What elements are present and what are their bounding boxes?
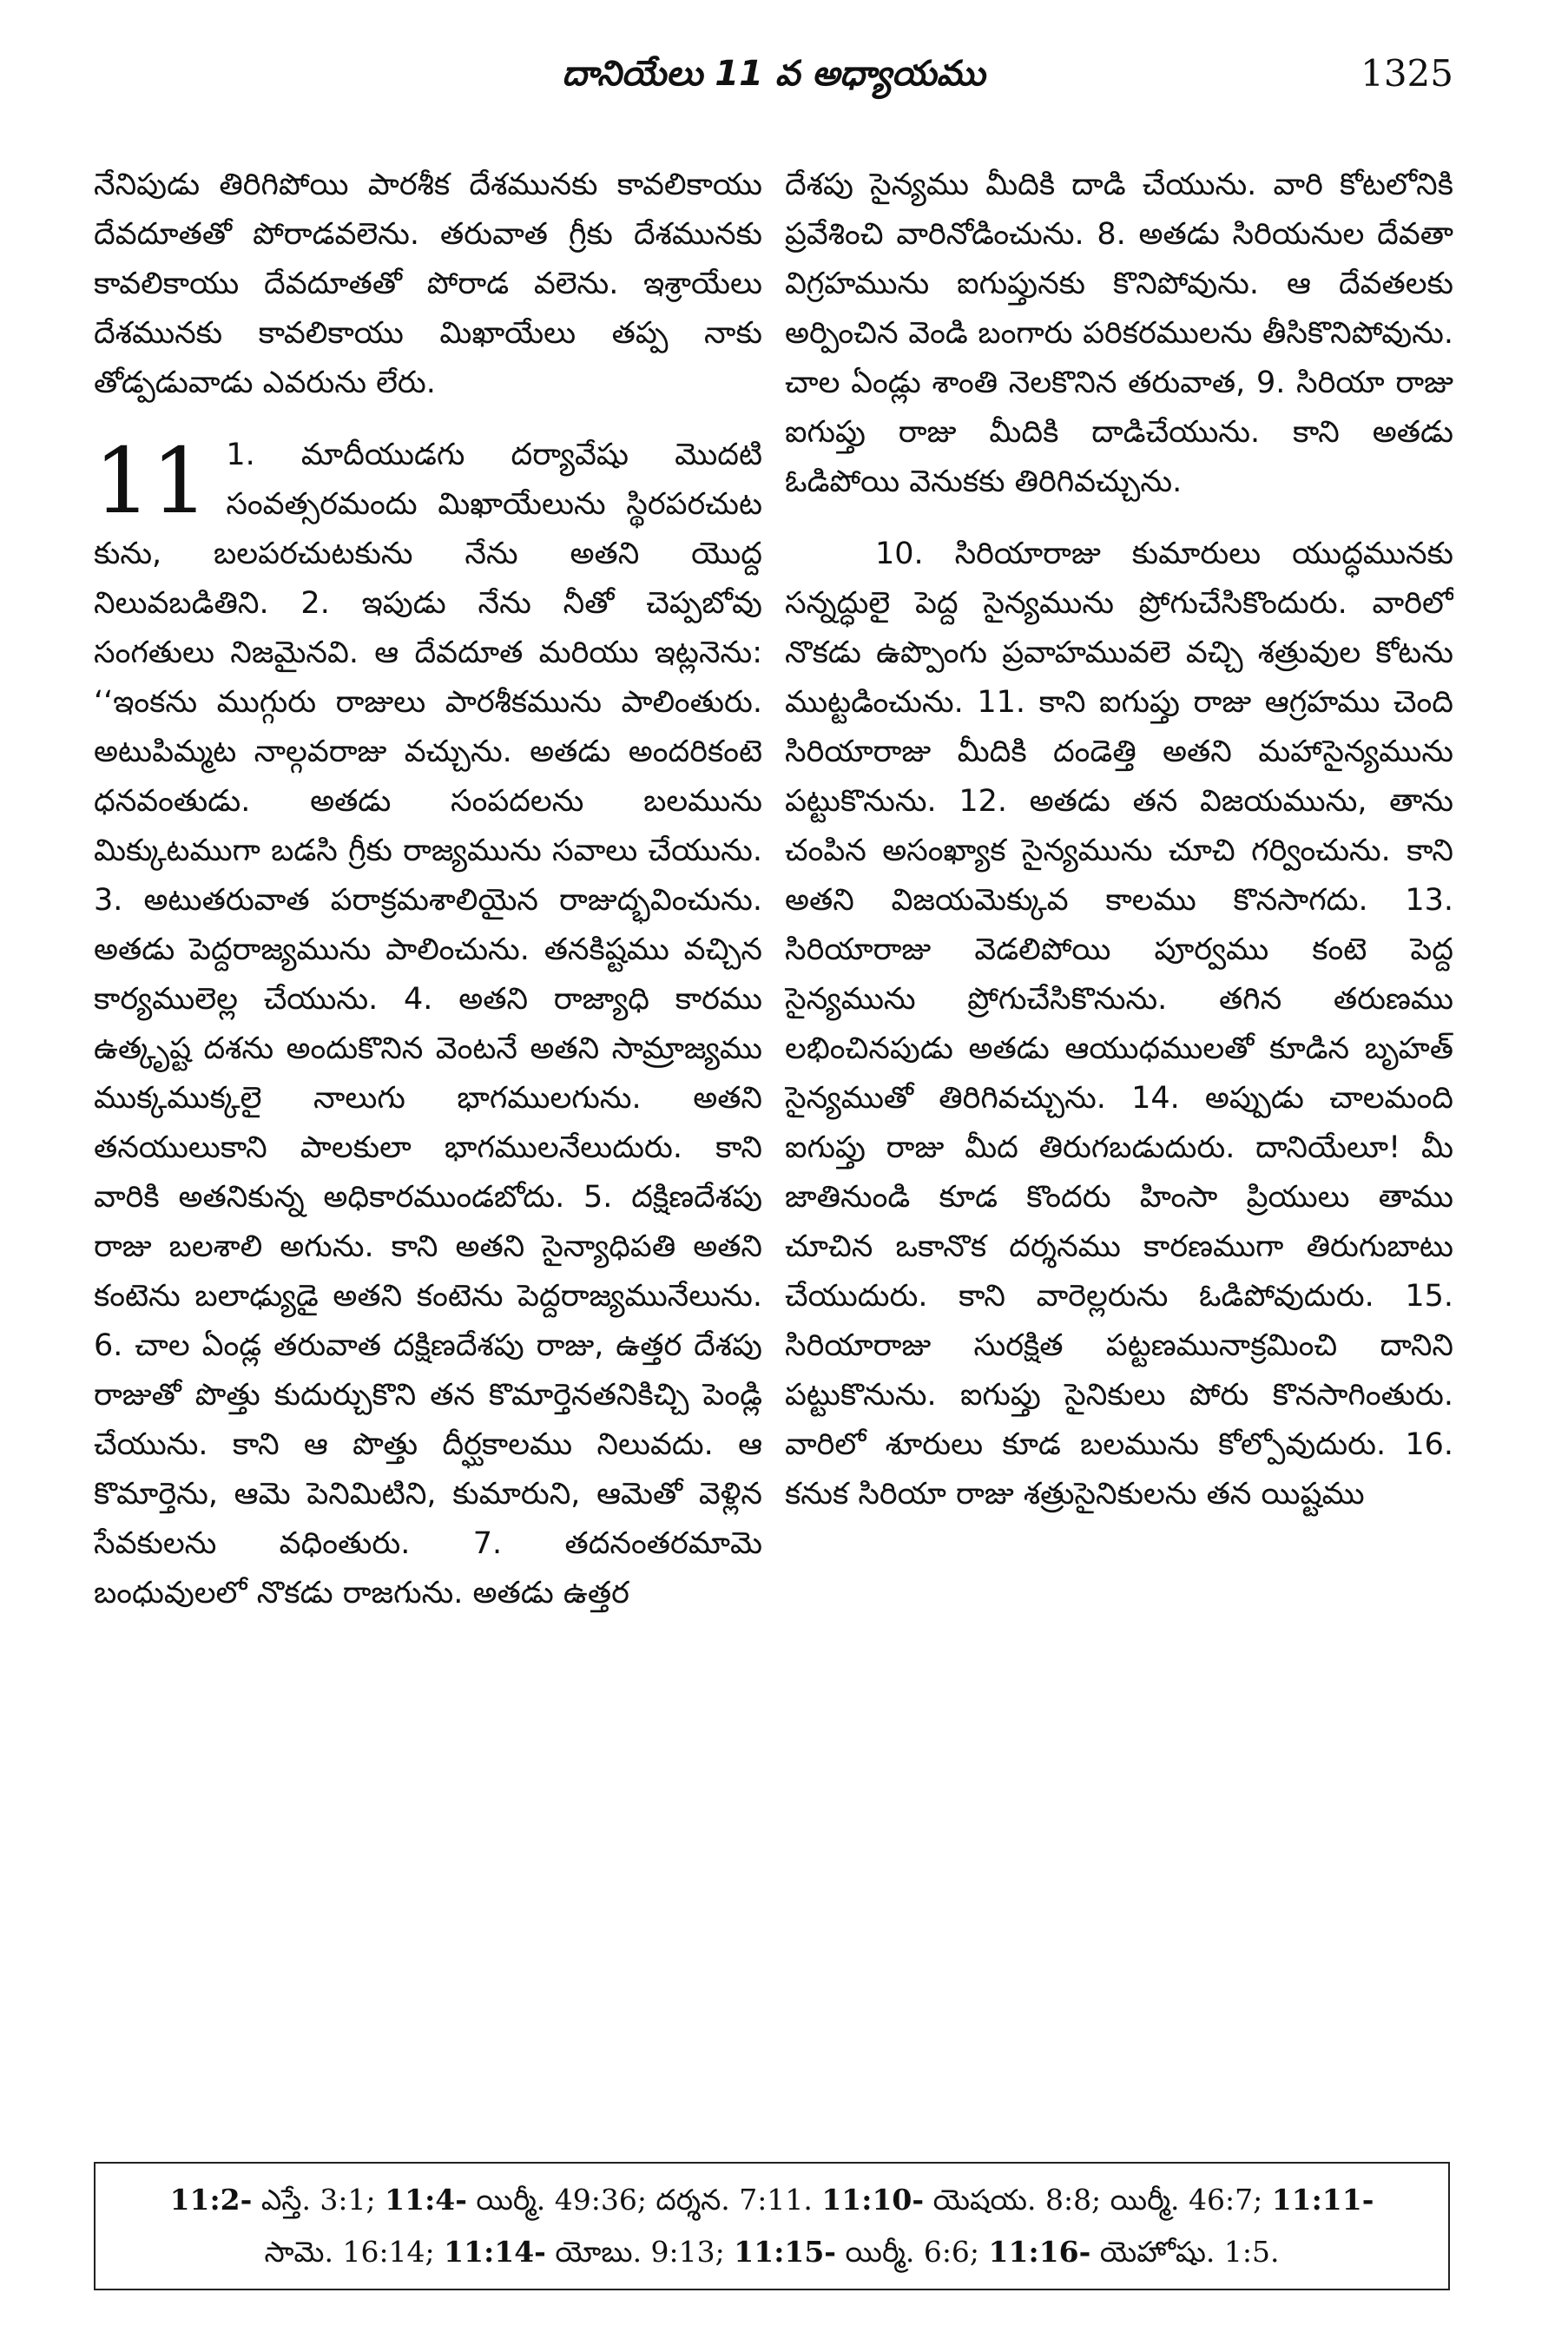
footnote-line-1 — [96, 2174, 1448, 2226]
footnote-text: ఎస్తే. 3:1; — [252, 2183, 385, 2217]
footnote-ref: 11:16- — [988, 2235, 1091, 2269]
footnote-text: యిర్మీ. 6:6; — [836, 2235, 989, 2269]
paragraph-verses-10-16: 10. సిరియారాజు కుమారులు యుద్ధమునకు సన్నద్ధులై పెద్ద సైన్యమును ప్రోగుచేసికొందురు. వారిలో నొకడు ఉప్పొంగు ప్రవాహమువలె వచ్చి శత్రువుల కోటను ముట్టడించును. 11. కాని ఐగుప్తు రాజు ఆగ్రహము చెంది సిరియారాజు మీదికి దండెత్తి అతని మహాసైన్యమును పట్టుకొనును. 12. అతడు తన విజయమును, తాను చంపిన అసంఖ్యాక సైన్యమును చూచి గర్వించును. కాని అతని విజయమెక్కువ కాలము కొనసాగదు. 13. సిరియారాజు వెడలిపోయి పూర్వము కంటె పెద్ద సైన్యమును ప్రోగుచేసికొనును. తగిన తరుణము లభించినపుడు అతడు ఆయుధములతో కూడిన బృహత్ సైన్యముతో తిరిగివచ్చును. 14. అప్పుడు చాలమంది ఐగుప్తు రాజు మీద తిరుగబడుదురు. దానియేలూ! మీ జాతినుండి కూడ కొందరు హింసా ప్రియులు తాము చూచిన ఒకానొక దర్శనము కారణముగా తిరుగుబాటు చేయుదురు. కాని వారెల్లరును ఓడిపోవుదురు. 15. సిరియారాజు సురక్షిత పట్టణమునాక్రమించి దానిని పట్టుకొనును. ఐగుప్తు సైనికులు పోరు కొనసాగింతురు. వారిలో శూరులు కూడ బలమును కోల్పోవుదురు. 16. కనుక సిరియా రాజు శత్రుసైనికులను తన యిష్టము — [785, 537, 1453, 1512]
chapter-number: 11 — [94, 428, 209, 534]
footnote-ref: 11:2- — [169, 2183, 253, 2217]
footnote-text: యెషయ. 8:8; యిర్మీ. 46:7; — [924, 2183, 1272, 2217]
page-header — [94, 48, 1453, 117]
paragraph-continuation: నేనిపుడు తిరిగిపోయి పారశీక దేశమునకు కావలికాయు దేవదూతతో పోరాడవలెను. తరువాత గ్రీకు దేశమునకు కావలికాయు దేవదూతతో పోరాడ వలెను. ఇశ్రాయేలు దేశమునకు కావలికాయు మిఖాయేలు తప్ప నాకు తోడ్పడువాడు ఎవరును లేరు. — [94, 168, 762, 400]
paragraph-verses-7-9: దేశపు సైన్యము మీదికి దాడి చేయును. వారి కోటలోనికి ప్రవేశించి వారినోడించును. 8. అతడు సిరియనుల దేవతా విగ్రహమును ఐగుప్తునకు కొనిపోవును. ఆ దేవతలకు అర్పించిన వెండి బంగారు పరికరములను తీసికొనిపోవును. చాల ఏండ్లు శాంతి నెలకొనిన తరువాత, 9. సిరియా రాజు ఐగుప్తు రాజు మీదికి దాడిచేయును. కాని అతడు ఓడిపోయి వెనుకకు తిరిగివచ్చును. — [785, 168, 1453, 499]
footnote-ref: 11:14- — [444, 2235, 546, 2269]
text-columns — [94, 161, 1453, 2127]
right-column — [785, 161, 1453, 2127]
footnote-ref: 11:15- — [734, 2235, 837, 2269]
footnote-text: యిర్మీ. 49:36; దర్శన. 7:11. — [466, 2183, 822, 2217]
page-number: 1325 — [1360, 52, 1453, 95]
cross-reference-box — [94, 2162, 1450, 2290]
chapter-text: 1. మాదీయుడగు దర్యావేషు మొదటి సంవత్సరమందు మిఖాయేలును స్థిరపరచుట కును, బలపరచుటకును నేను అతని యొద్ద నిలువబడితిని. 2. ఇపుడు నేను నీతో చెప్పబోవు సంగతులు నిజమైనవి. ఆ దేవదూత మరియు ఇట్లనెను: ‘‘ఇంకను ముగ్గురు రాజులు పారశీకమును పాలింతురు. అటుపిమ్మట నాల్గవరాజు వచ్చును. అతడు అందరికంటె ధనవంతుడు. అతడు సంపదలను బలమును మిక్కుటముగా బడసి గ్రీకు రాజ్యమును సవాలు చేయును. 3. అటుతరువాత పరాక్రమశాలియైన రాజుద్భవించును. అతడు పెద్దరాజ్యమును పాలించును. తనకిష్టము వచ్చిన కార్యములెల్ల చేయును. 4. అతని రాజ్యాధి కారము ఉత్కృష్ట దశను అందుకొనిన వెంటనే అతని సామ్రాజ్యము ముక్కముక్కలై నాలుగు భాగములగును. అతని తనయులుకాని పాలకులా భాగములనేలుదురు. కాని వారికి అతనికున్న అధికారముండబోదు. 5. దక్షిణదేశపు రాజు బలశాలి అగును. కాని అతని సైన్యాధిపతి అతని కంటెను బలాఢ్యుడై అతని కంటెను పెద్దరాజ్యమునేలును. 6. చాల ఏండ్ల తరువాత దక్షిణదేశపు రాజు, ఉత్తర దేశపు రాజుతో పొత్తు కుదుర్చుకొని తన కొమార్తెనతనికిచ్చి పెండ్లి చేయును. కాని ఆ పొత్తు దీర్ఘకాలము నిలువదు. ఆ కొమార్తెను, ఆమె పెనిమిటిని, కుమారుని, ఆమెతో వెళ్లిన సేవకులను వధింతురు. 7. తదనంతరమామె బంధువులలో నొకడు రాజగును. అతడు ఉత్తర — [94, 438, 762, 1611]
running-title: దానియేలు 11 వ అధ్యాయము — [562, 54, 985, 94]
footnote-ref: 11:4- — [385, 2183, 467, 2217]
chapter-start-paragraph — [94, 428, 762, 1618]
footnote-ref: 11:11- — [1271, 2183, 1374, 2217]
footnote-text: సామె. 16:14; — [264, 2235, 445, 2269]
footnote-text: యెహోషు. 1:5. — [1090, 2235, 1280, 2269]
footnote-ref: 11:10- — [821, 2183, 925, 2217]
footnote-text: యోబు. 9:13; — [545, 2235, 735, 2269]
left-column — [94, 161, 762, 2127]
footnote-line-2 — [96, 2226, 1448, 2278]
